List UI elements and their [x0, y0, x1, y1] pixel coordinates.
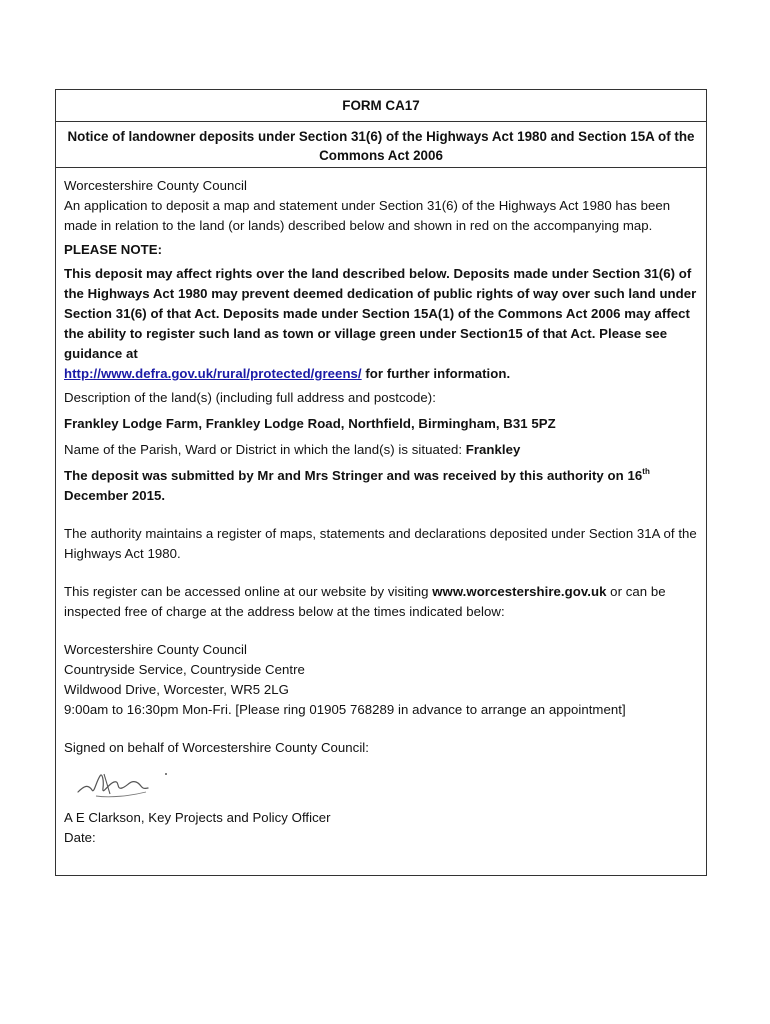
- form-title: FORM CA17: [56, 90, 706, 122]
- address-line-1: Worcestershire County Council: [64, 642, 247, 657]
- register-text: The authority maintains a register of maps, statements and declarations deposited under Section 31A of the Highways Act 1980.: [64, 526, 697, 561]
- note-suffix: for further information.: [361, 366, 511, 381]
- access-text-a: This register can be accessed online at our website by visiting: [64, 584, 433, 599]
- note-text: This deposit may affect rights over the land described below. Deposits made under Section 31(6) of the Highways Act 1980 may prevent deemed dedication of public rights of way over such land under Section 31(6) of that Act. Deposits made under Section 15A(1) of the Commons Act 2006 may affect the ability to register such land as town or village green under Section15 of that Act. Please see guidance at: [64, 266, 697, 361]
- council-name: Worcestershire County Council: [64, 178, 247, 193]
- form-ca17: [55, 89, 707, 876]
- note-paragraph: [64, 264, 698, 384]
- website: www.worcestershire.gov.uk: [432, 584, 607, 599]
- form-subtitle: Notice of landowner deposits under Section 31(6) of the Highways Act 1980 and Section 15A of the Commons Act 2006: [56, 122, 706, 168]
- access-paragraph: [64, 582, 698, 622]
- description-label: Description of the land(s) (including full address and postcode):: [64, 390, 436, 405]
- application-text: An application to deposit a map and statement under Section 31(6) of the Highways Act 1980 has been made in relation to the land (or lands) described below and shown in red on the accompanying map.: [64, 198, 671, 233]
- deposit-statement: [64, 466, 698, 506]
- access-text-b: or can be inspected free of charge at the address below at the times indicated below:: [64, 584, 666, 619]
- signatory: A E Clarkson, Key Projects and Policy Officer: [64, 810, 331, 825]
- deposit-text-b: December 2015.: [64, 488, 166, 503]
- land-address: Frankley Lodge Farm, Frankley Lodge Road, Northfield, Birmingham, B31 5PZ: [64, 416, 556, 431]
- signature-icon: [64, 762, 698, 808]
- hours-line: 9:00am to 16:30pm Mon-Fri. [Please ring 01905 768289 in advance to arrange an appointment]: [64, 702, 626, 717]
- form-body: [56, 168, 706, 848]
- parish-line: [64, 440, 698, 460]
- parish-value: Frankley: [465, 442, 521, 457]
- guidance-link[interactable]: http://www.defra.gov.uk/rural/protected/greens/: [64, 366, 362, 381]
- date-label: Date:: [64, 830, 96, 845]
- address-line-3: Wildwood Drive, Worcester, WR5 2LG: [64, 682, 289, 697]
- signed-text: Signed on behalf of Worcestershire County Council:: [64, 740, 370, 755]
- parish-label: Name of the Parish, Ward or District in which the land(s) is situated:: [64, 442, 466, 457]
- deposit-text-a: The deposit was submitted by Mr and Mrs Stringer and was received by this authority on 16: [64, 468, 643, 483]
- address-line-2: Countryside Service, Countryside Centre: [64, 662, 305, 677]
- please-note-label: PLEASE NOTE:: [64, 242, 163, 257]
- deposit-sup: th: [642, 467, 650, 476]
